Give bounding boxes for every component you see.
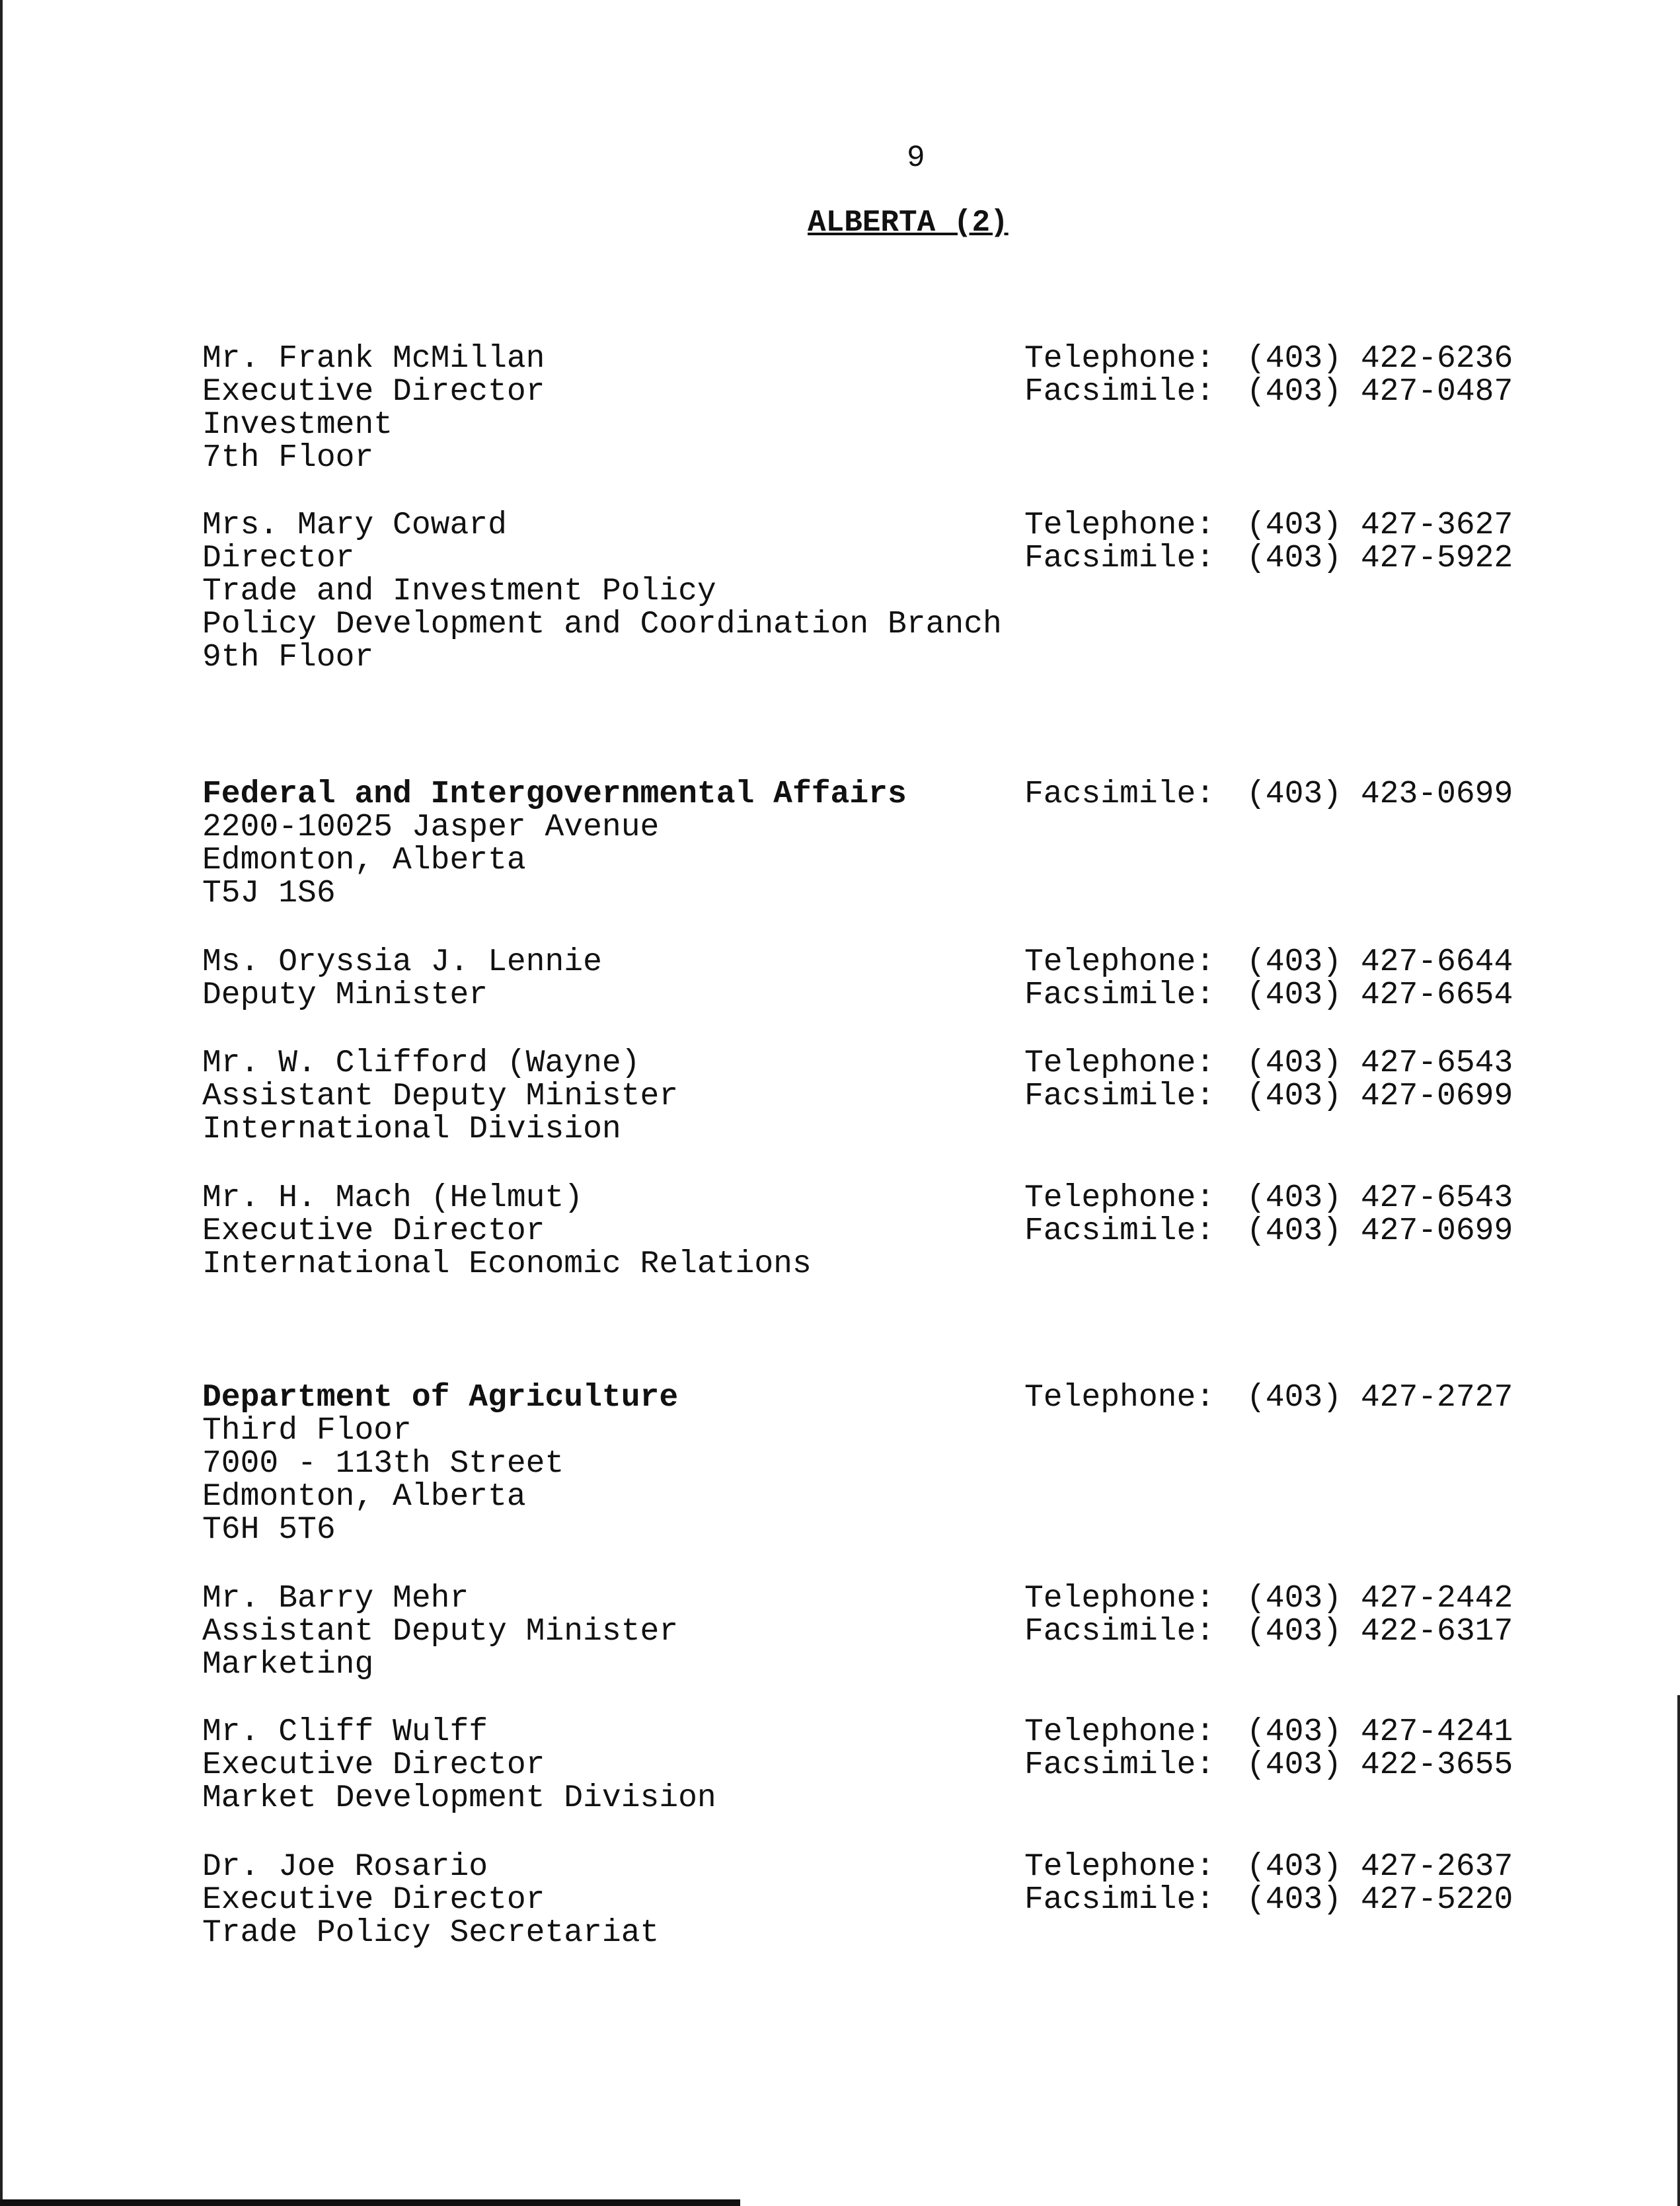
telephone-line [1024, 1182, 1513, 1215]
telephone-number: (403) 427-6543 [1246, 1046, 1513, 1081]
telephone-line [1024, 342, 1513, 375]
contact-unit: Market Development Division [202, 1780, 716, 1816]
facsimile-label: Facsimile: [1024, 1079, 1215, 1114]
contact-unit: Investment [202, 407, 393, 443]
contact-name: Mr. H. Mach (Helmut) [202, 1180, 584, 1216]
facsimile-number: (403) 427-6654 [1246, 977, 1513, 1013]
telephone-label: Telephone: [1024, 944, 1215, 980]
organization-city: Edmonton, Alberta [202, 843, 526, 878]
organization-floor: Third Floor [202, 1413, 412, 1449]
telephone-number: (403) 427-6543 [1246, 1180, 1513, 1216]
contact-title: Executive Director [202, 1747, 545, 1783]
contact-details [202, 1850, 659, 1950]
facsimile-number: (403) 427-5922 [1246, 541, 1513, 576]
contact-unit: International Economic Relations [202, 1246, 812, 1282]
facsimile-label: Facsimile: [1024, 374, 1215, 410]
telephone-label: Telephone: [1024, 1849, 1215, 1885]
contact-unit: Trade Policy Secretariat [202, 1915, 660, 1951]
facsimile-number: (403) 423-0699 [1246, 777, 1513, 812]
contact-details [202, 1582, 678, 1681]
scan-left-edge [0, 0, 3, 2206]
telephone-label: Telephone: [1024, 1380, 1215, 1416]
contact-title: Executive Director [202, 1882, 545, 1918]
page-number: 9 [907, 141, 925, 175]
facsimile-line [1024, 1749, 1513, 1782]
scan-right-edge [1677, 1695, 1680, 2206]
organization-details [202, 778, 907, 910]
organization-city: Edmonton, Alberta [202, 1479, 526, 1515]
facsimile-number: (403) 427-0699 [1246, 1213, 1513, 1249]
organization-street: 2200-10025 Jasper Avenue [202, 810, 660, 845]
telephone-label: Telephone: [1024, 1180, 1215, 1216]
contact-title: Executive Director [202, 1213, 545, 1249]
telephone-number: (403) 427-2637 [1246, 1849, 1513, 1885]
scan-bottom-edge [0, 2199, 740, 2206]
facsimile-label: Facsimile: [1024, 1614, 1215, 1650]
contact-numbers [1024, 946, 1513, 1012]
telephone-number: (403) 427-6644 [1246, 944, 1513, 980]
contact-name: Mr. Frank McMillan [202, 341, 545, 377]
facsimile-label: Facsimile: [1024, 1213, 1215, 1249]
facsimile-label: Facsimile: [1024, 541, 1215, 576]
telephone-label: Telephone: [1024, 1714, 1215, 1750]
facsimile-label: Facsimile: [1024, 977, 1215, 1013]
contact-title: Deputy Minister [202, 977, 488, 1013]
facsimile-number: (403) 427-5220 [1246, 1882, 1513, 1918]
contact-title: Assistant Deputy Minister [202, 1614, 679, 1650]
contact-numbers [1024, 342, 1513, 408]
contact-numbers [1024, 1716, 1513, 1782]
telephone-line [1024, 509, 1513, 542]
facsimile-line [1024, 1883, 1513, 1917]
contact-location: 7th Floor [202, 440, 374, 476]
contact-title: Executive Director [202, 374, 545, 410]
telephone-number: (403) 427-2727 [1246, 1380, 1513, 1416]
telephone-number: (403) 427-4241 [1246, 1714, 1513, 1750]
contact-name: Mr. Barry Mehr [202, 1581, 469, 1616]
telephone-number: (403) 427-2442 [1246, 1581, 1513, 1616]
facsimile-line [1024, 542, 1513, 575]
contact-numbers [1024, 1047, 1513, 1113]
telephone-line [1024, 946, 1513, 979]
telephone-line [1024, 1850, 1513, 1883]
contact-details [202, 1182, 812, 1281]
contact-numbers [1024, 509, 1513, 575]
contact-name: Dr. Joe Rosario [202, 1849, 488, 1885]
telephone-label: Telephone: [1024, 1046, 1215, 1081]
telephone-number: (403) 422-6236 [1246, 341, 1513, 377]
organization-numbers [1024, 1381, 1513, 1414]
organization-name: Department of Agriculture [202, 1380, 679, 1416]
organization-postal-code: T6H 5T6 [202, 1512, 336, 1548]
contact-title: Director [202, 541, 355, 576]
contact-details [202, 1047, 678, 1146]
telephone-line [1024, 1582, 1513, 1615]
facsimile-label: Facsimile: [1024, 777, 1215, 812]
facsimile-number: (403) 422-6317 [1246, 1614, 1513, 1650]
facsimile-line [1024, 778, 1513, 811]
facsimile-line [1024, 1215, 1513, 1248]
contact-unit: Trade and Investment Policy [202, 574, 716, 609]
facsimile-line [1024, 375, 1513, 408]
facsimile-line [1024, 979, 1513, 1012]
telephone-line [1024, 1716, 1513, 1749]
facsimile-line [1024, 1615, 1513, 1648]
contact-name: Mrs. Mary Coward [202, 508, 507, 543]
telephone-label: Telephone: [1024, 508, 1215, 543]
contact-details [202, 946, 602, 1012]
contact-details [202, 509, 1002, 674]
telephone-line [1024, 1047, 1513, 1080]
organization-details [202, 1381, 678, 1546]
facsimile-number: (403) 427-0487 [1246, 374, 1513, 410]
contact-details [202, 342, 545, 475]
contact-numbers [1024, 1850, 1513, 1917]
facsimile-number: (403) 422-3655 [1246, 1747, 1513, 1783]
organization-numbers [1024, 778, 1513, 811]
contact-unit: International Division [202, 1112, 621, 1147]
telephone-label: Telephone: [1024, 1581, 1215, 1616]
contact-details [202, 1716, 716, 1815]
facsimile-number: (403) 427-0699 [1246, 1079, 1513, 1114]
contact-name: Ms. Oryssia J. Lennie [202, 944, 602, 980]
contact-numbers [1024, 1582, 1513, 1648]
contact-location: 9th Floor [202, 640, 374, 675]
contact-name: Mr. W. Clifford (Wayne) [202, 1046, 640, 1081]
organization-street: 7000 - 113th Street [202, 1446, 564, 1482]
page-heading: ALBERTA (2) [808, 206, 1009, 240]
contact-branch: Policy Development and Coordination Branch [202, 607, 1002, 642]
facsimile-line [1024, 1080, 1513, 1113]
organization-postal-code: T5J 1S6 [202, 876, 336, 911]
telephone-number: (403) 427-3627 [1246, 508, 1513, 543]
contact-name: Mr. Cliff Wulff [202, 1714, 488, 1750]
contact-title: Assistant Deputy Minister [202, 1079, 679, 1114]
facsimile-label: Facsimile: [1024, 1747, 1215, 1783]
telephone-label: Telephone: [1024, 341, 1215, 377]
facsimile-label: Facsimile: [1024, 1882, 1215, 1918]
organization-name: Federal and Intergovernmental Affairs [202, 777, 907, 812]
contact-numbers [1024, 1182, 1513, 1248]
contact-unit: Marketing [202, 1647, 374, 1683]
telephone-line [1024, 1381, 1513, 1414]
